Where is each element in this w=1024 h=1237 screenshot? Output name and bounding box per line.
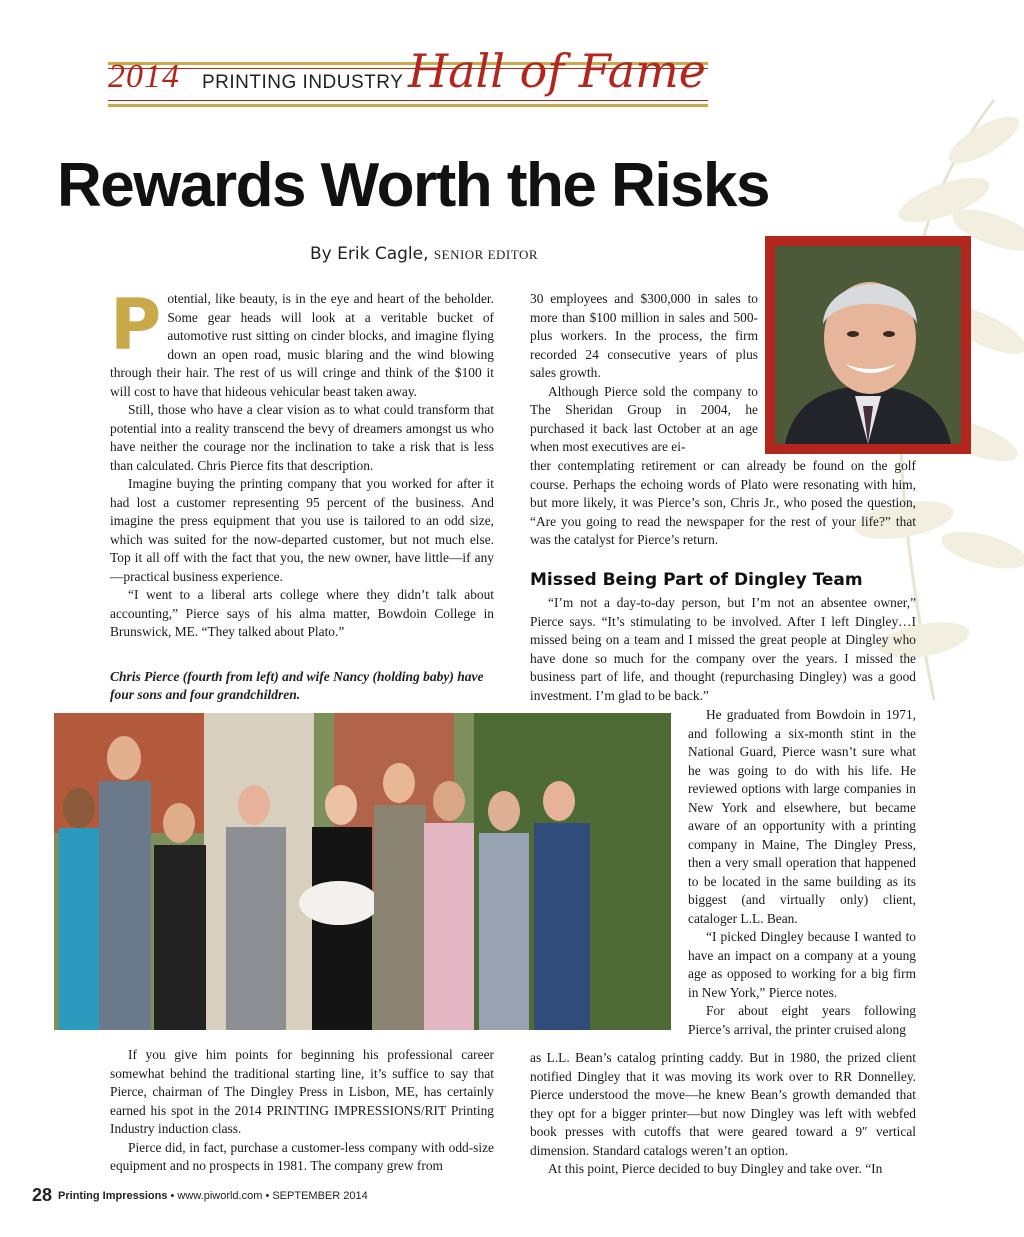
byline-role: SENIOR EDITOR [433, 247, 539, 262]
photo-caption: Chris Pierce (fourth from left) and wife Nancy (holding baby) have four sons and four grandchildren. [110, 669, 484, 702]
right-column-wide-1 [530, 457, 916, 550]
banner-bottom-rule [108, 104, 708, 107]
portrait-illustration [775, 246, 961, 444]
paragraph: Although Pierce sold the company to The Sheridan Group in 2004, he purchased it back last October at an age when most executives are ei- [530, 383, 758, 454]
page-number: 28 [32, 1185, 53, 1205]
subhead: Missed Being Part of Dingley Team [530, 570, 863, 590]
family-photo [54, 713, 671, 1030]
paragraph: He graduated from Bowdoin in 1971, and following a six-month stint in the National Guard, Pierce wasn’t sure what he was going to do with his life. He reviewed options with large companies in New York and elsewhere, but became aware of an opportunity with a printing company in Maine, The Dingley Press, then a very small operation that happened to be located in the same building as its biggest (and virtually only) client, cataloger L.L. Bean. [688, 707, 916, 926]
byline [310, 244, 538, 264]
paragraph: For about eight years following Pierce’s arrival, the printer cruised along [688, 1003, 916, 1037]
page-footer [32, 1185, 368, 1206]
banner-printing-industry: PRINTING INDUSTRY [202, 72, 404, 93]
right-column-narrow [688, 706, 916, 1039]
paragraph: 30 employees and $300,000 in sales to more than $100 million in sales and 500-plus workers. In the process, the firm recorded 24 consecutive years of plus sales growth. [530, 291, 758, 380]
left-column-bottom [110, 1046, 494, 1176]
right-column-wide-2 [530, 594, 916, 705]
paragraph: as L.L. Bean’s catalog printing caddy. But in 1980, the prized client notified Dingley that it was moving its work over to RR Donnelley. Pierce understood the move—he knew Bean’s growth demanded that they opt for a bigger printer—but now Dingley was left with webfed book presses with cutoffs that were geared toward a 9″ vertical dimension. Standard catalogs weren’t an option. [530, 1050, 916, 1158]
left-column-top [110, 284, 494, 642]
paragraph: otential, like beauty, is in the eye and heart of the beholder. Some gear heads will look at a veritable bucket of automotive rust sitting on cinder blocks, and imagine flying down an open road, music blaring and the wind blowing through their hair. The rest of us will cringe and think of the $100 it will cost to have that hideous vehicular beast taken away. [110, 291, 494, 399]
banner-bottom-thin-rule [108, 100, 708, 101]
article-headline: Rewards Worth the Risks [57, 151, 769, 220]
paragraph: Still, those who have a clear vision as to what could transform that potential into a reality transcend the bevy of dreamers amongst us who have neither the courage nor the inclination to take a risk that is less than calculated. Chris Pierce fits that description. [110, 402, 494, 473]
paragraph: “I picked Dingley because I wanted to have an impact on a company at a young age as opposed to working for a big firm in New York,” Pierce notes. [688, 929, 916, 1000]
family-photo-illustration [54, 713, 671, 1030]
byline-author: By Erik Cagle, [310, 244, 429, 264]
banner-hall-of-fame: Hall of Fame [408, 44, 706, 98]
paragraph: Imagine buying the printing company that you worked for after it had lost a customer representing 95 percent of the business. And imagine the press equipment that you use is tailored to an odd size, which was suited for the now-departed customer, but not much else. Top it all off with the fact that you, the new owner, have little—if any—practical business experience. [110, 476, 494, 584]
paragraph: “I went to a liberal arts college where they didn’t talk about accounting,” Pierce says of his alma matter, Bowdoin College in Brunswick, ME. “They talked about Plato.” [110, 587, 494, 639]
paragraph: If you give him points for beginning his professional career somewhat behind the traditional starting line, it’s suffice to say that Pierce, chairman of The Dingley Press in Lisbon, ME, has certainly earned his spot in the 2014 PRINTING IMPRESSIONS/RIT Printing Industry induction class. [110, 1047, 494, 1136]
magazine-name: Printing Impressions [58, 1190, 168, 1202]
banner-year: 2014 [108, 58, 180, 95]
footer-details: • www.piworld.com • SEPTEMBER 2014 [167, 1190, 368, 1202]
chris-pierce-portrait [775, 246, 961, 444]
paragraph: Pierce did, in fact, purchase a customer-less company with odd-size equipment and no prospects in 1981. The company grew from [110, 1139, 494, 1173]
right-column-bottom [530, 1049, 916, 1179]
paragraph: “I’m not a day-to-day person, but I’m not an absentee owner,” Pierce says. “It’s stimulating to be involved. After I left Dingley…I missed being on a team and I missed the great people at Dingley who have done so much for the company over the years. I missed the business part of life, and thought (repurchasing Dingley) was a good investment. I’m glad to be back.” [530, 595, 916, 703]
drop-cap: P [110, 284, 162, 366]
paragraph: At this point, Pierce decided to buy Dingley and take over. “In [548, 1161, 883, 1176]
right-column-top [530, 290, 758, 457]
paragraph: ther contemplating retirement or can already be found on the golf course. Perhaps the echoing words of Plato were resonating with him, but more likely, it was Pierce’s son, Chris Jr., who posed the question, “Are you going to read the newspaper for the rest of your life?” that was the catalyst for Pierce’s return. [530, 458, 916, 547]
